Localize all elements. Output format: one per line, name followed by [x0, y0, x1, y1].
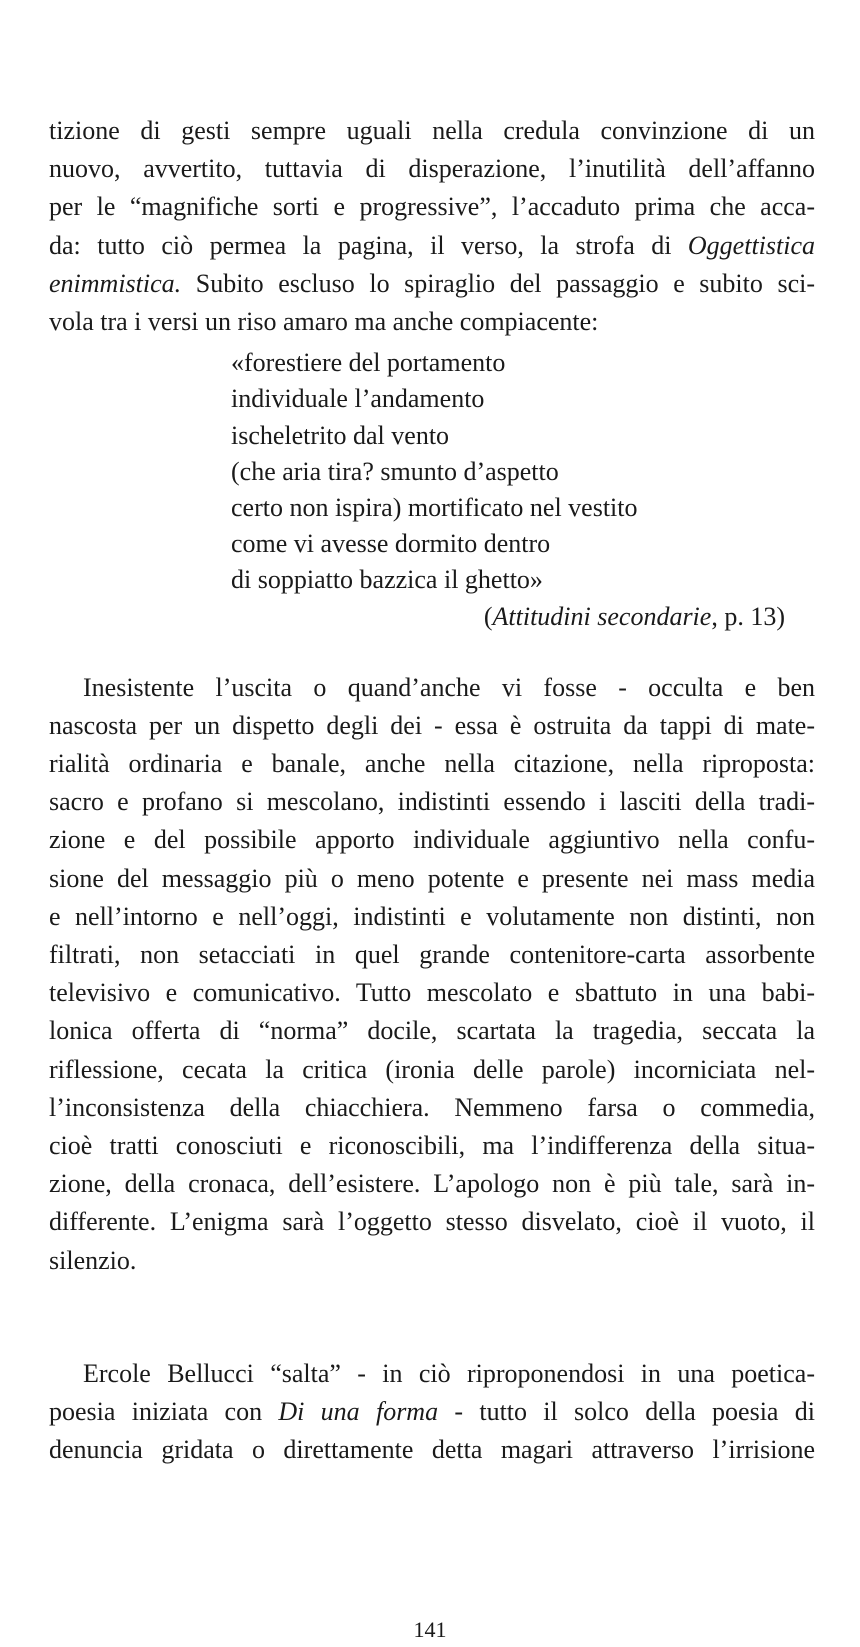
- text-line: differente. L’enigma sarà l’oggetto stesso disvelato, cioè il vuoto, il: [49, 1207, 815, 1237]
- text-line: [49, 227, 815, 265]
- text-line: [49, 1393, 815, 1431]
- text-segment: - tutto il solco della poesia di: [438, 1397, 815, 1427]
- poem-line: «forestiere del portamento: [231, 348, 506, 378]
- text-line: filtrati, non setacciati in quel grande contenitore-carta assorbente: [49, 940, 815, 970]
- text-line: e nell’intorno e nell’oggi, indistinti e volutamente non distinti, non: [49, 901, 815, 931]
- text-line: [49, 265, 815, 303]
- poem-line: certo non ispira) mortificato nel vestito: [231, 493, 638, 523]
- text-line: rialità ordinaria e banale, anche nella citazione, nella riproposta:: [49, 749, 815, 779]
- text-line: silenzio.: [49, 1245, 137, 1275]
- text-segment: da: tutto ciò permea la pagina, il verso, la strofa di: [49, 230, 688, 260]
- poem-line: (che aria tira? smunto d’aspetto: [231, 456, 559, 486]
- text-line: televisivo e comunicativo. Tutto mescolato e sbattuto in una babi-: [49, 978, 815, 1008]
- text-line: per le “magnifiche sorti e progressive”, l’accaduto prima che acca-: [49, 192, 815, 222]
- text-line: denuncia gridata o direttamente detta magari attraverso l’irrisione: [49, 1435, 815, 1465]
- text-segment: Subito escluso lo spiraglio del passaggio e subito sci-: [181, 268, 815, 298]
- text-line: tizione di gesti sempre uguali nella credula convinzione di un: [49, 116, 815, 145]
- spacer: [49, 1280, 815, 1355]
- paragraph-3: [49, 1355, 815, 1470]
- text-line: zione, della cronaca, dell’esistere. L’apologo non è più tale, sarà in-: [49, 1169, 815, 1199]
- text-line: nuovo, avvertito, tuttavia di disperazione, l’inutilità dell’affanno: [49, 154, 815, 184]
- text-line: Inesistente l’uscita o quand’anche vi fosse - occulta e ben: [83, 672, 815, 702]
- poem-citation: [49, 599, 815, 635]
- poem-line: ischeletrito dal vento: [231, 420, 450, 450]
- italic-title: Di una forma: [278, 1397, 439, 1427]
- text-line: vola tra i versi un riso amaro ma anche compiacente:: [49, 307, 599, 337]
- poem-quote: [49, 345, 815, 598]
- poem-line: come vi avesse dormito dentro: [231, 529, 551, 559]
- page-body: [49, 112, 815, 1470]
- poem-line: individuale l’andamento: [231, 384, 485, 414]
- text-line: cioè tratti conosciuti e riconoscibili, ma l’indifferenza della situa-: [49, 1131, 815, 1161]
- text-line: lonica offerta di “norma” docile, scartata la tragedia, seccata la: [49, 1016, 815, 1046]
- italic-title: Oggettistica: [687, 230, 815, 260]
- text-line: l’inconsistenza della chiacchiera. Nemmeno farsa o commedia,: [49, 1092, 815, 1122]
- italic-title: enimmistica.: [49, 268, 182, 298]
- text-line: zione e del possibile apporto individuale aggiuntivo nella confu-: [49, 825, 815, 855]
- page-number: 141: [413, 1617, 447, 1642]
- text-line: nascosta per un dispetto degli dei - essa è ostruita da tappi di mate-: [49, 710, 815, 740]
- poem-line: di soppiatto bazzica il ghetto»: [231, 565, 543, 595]
- citation-rest: , p. 13): [711, 601, 785, 631]
- text-line: riflessione, cecata la critica (ironia delle parole) incorniciata nel-: [49, 1054, 815, 1084]
- citation-open: (: [483, 601, 493, 631]
- paragraph-1: [49, 112, 815, 341]
- text-line: Ercole Bellucci “salta” - in ciò riproponendosi in una poetica-: [83, 1358, 815, 1388]
- text-segment: poesia iniziata con: [49, 1397, 279, 1427]
- text-line: sione del messaggio più o meno potente e presente nei mass media: [49, 863, 815, 893]
- paragraph-2: [49, 669, 815, 1280]
- spacer: [49, 635, 815, 669]
- text-line: sacro e profano si mescolano, indistinti essendo i lasciti della tradi-: [49, 787, 815, 817]
- citation-title: Attitudini secondarie: [492, 601, 712, 631]
